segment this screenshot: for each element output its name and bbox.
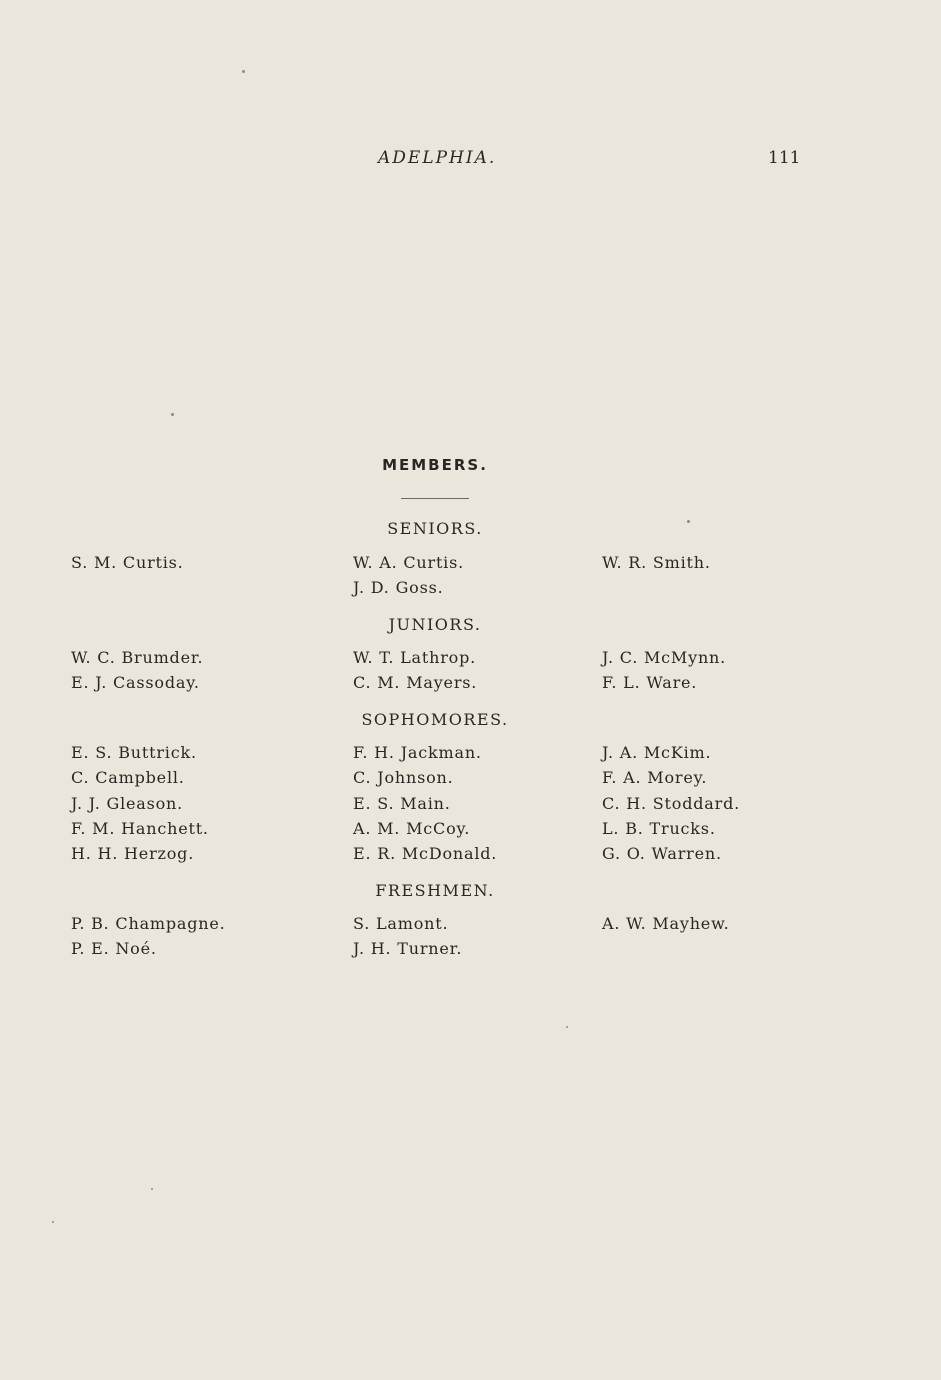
- member-name: W. A. Curtis.: [353, 553, 464, 572]
- member-name: S. M. Curtis.: [71, 553, 184, 572]
- member-name: P. E. Noé.: [71, 939, 157, 959]
- member-name: F. L. Ware.: [602, 673, 698, 693]
- member-name: W. T. Lathrop.: [353, 648, 477, 667]
- member-name: J. H. Turner.: [353, 939, 463, 959]
- member-name: S. Lamont.: [353, 914, 449, 933]
- member-name: C. Johnson.: [353, 768, 454, 788]
- member-name: H. H. Herzog.: [71, 844, 195, 864]
- member-name: E. S. Buttrick.: [71, 743, 197, 762]
- member-name: F. A. Morey.: [602, 768, 708, 788]
- member-name: E. R. McDonald.: [353, 844, 498, 864]
- member-name: J. J. Gleason.: [71, 793, 184, 813]
- member-name: W. R. Smith.: [602, 553, 711, 572]
- class-heading: SOPHOMORES.: [361, 710, 509, 729]
- member-name: G. O. Warren.: [602, 844, 722, 864]
- paper-speck: [171, 413, 174, 416]
- member-name: A. W. Mayhew.: [602, 914, 730, 933]
- class-heading: FRESHMEN.: [375, 881, 495, 900]
- class-heading: SENIORS.: [387, 519, 483, 538]
- divider-rule: [401, 498, 469, 499]
- member-name: E. S. Main.: [353, 793, 451, 813]
- member-name: P. B. Champagne.: [71, 914, 226, 933]
- member-name: E. J. Cassoday.: [71, 673, 200, 693]
- running-title: ADELPHIA.: [378, 148, 497, 168]
- member-name: C. M. Mayers.: [353, 673, 478, 693]
- paper-speck: [52, 1221, 54, 1223]
- member-name: F. M. Hanchett.: [71, 818, 209, 838]
- member-name: C. Campbell.: [71, 768, 185, 788]
- member-name: L. B. Trucks.: [602, 818, 716, 838]
- member-name: J. D. Goss.: [353, 578, 444, 598]
- member-name: J. C. McMynn.: [602, 648, 727, 667]
- class-heading: JUNIORS.: [388, 615, 482, 634]
- member-name: C. H. Stoddard.: [602, 793, 740, 813]
- paper-speck: [566, 1026, 568, 1028]
- paper-speck: [687, 520, 690, 523]
- running-head: [0, 148, 941, 172]
- page-number: 111: [768, 148, 801, 168]
- member-name: A. M. McCoy.: [353, 818, 471, 838]
- member-name: F. H. Jackman.: [353, 743, 482, 762]
- paper-speck: [151, 1188, 153, 1190]
- paper-speck: [242, 70, 245, 73]
- member-name: J. A. McKim.: [602, 743, 712, 762]
- member-name: W. C. Brumder.: [71, 648, 204, 667]
- members-title: MEMBERS.: [382, 456, 488, 474]
